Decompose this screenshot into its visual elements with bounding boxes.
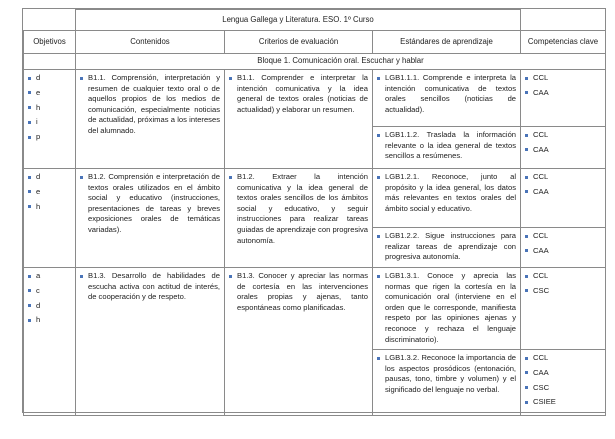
title-spacer	[24, 10, 76, 31]
estandar-text-list	[373, 268, 520, 348]
objetivo-item: h	[28, 202, 71, 213]
competencia-item: CCL	[525, 353, 601, 364]
estandar-text-list	[373, 70, 520, 118]
objetivo-item: a	[28, 271, 71, 282]
competencia-item: CAA	[525, 246, 601, 257]
column-headers	[24, 31, 606, 54]
contenido-cell	[76, 70, 225, 169]
curriculum-table	[23, 9, 606, 416]
contenido-text: B1.1. Comprensión, interpretación y resumen de cualquier texto oral o de aquellos propios de los medios de comunicación, especialmente noticias de actualidad, próximas a los intereses del alumnado.	[80, 73, 220, 137]
objetivos-cell	[24, 268, 76, 416]
estandar-cell	[373, 350, 521, 416]
estandar-cell	[373, 268, 521, 350]
col-header-contenidos: Contenidos	[76, 31, 225, 54]
estandar-cell	[373, 70, 521, 127]
criterio-text-list	[225, 268, 372, 316]
contenido-cell	[76, 169, 225, 268]
title-spacer-right	[521, 10, 606, 31]
objetivo-item: d	[28, 301, 71, 312]
contenido-text-list	[76, 268, 224, 306]
col-header-estandares: Estándares de aprendizaje	[373, 31, 521, 54]
objetivo-item: h	[28, 315, 71, 326]
competencia-item: CSIEE	[525, 397, 601, 408]
competencia-item-list	[521, 70, 605, 106]
competencias-cell	[521, 70, 606, 127]
estandar-cell	[373, 228, 521, 268]
estandar-text-list	[373, 350, 520, 398]
competencia-item: CSC	[525, 286, 601, 297]
objetivo-item: h	[28, 103, 71, 114]
competencia-item: CAA	[525, 88, 601, 99]
competencias-cell	[521, 228, 606, 268]
criterio-text-list	[225, 169, 372, 249]
criterio-cell	[225, 268, 373, 416]
estandar-text: LGB1.2.2. Sigue instrucciones para realizar tareas de aprendizaje con progresiva autonomía.	[377, 231, 516, 263]
criterio-text: B1.2. Extraer la intención comunicativa y la idea general de textos orales sencillos de los ámbitos social y educativo, y seguir instrucciones para realizar tareas guiadas de aprendizaje con progresiva autonomía.	[229, 172, 368, 246]
objetivo-item-list	[24, 70, 75, 150]
criterio-cell	[225, 70, 373, 169]
table-row	[24, 169, 606, 228]
competencias-cell	[521, 350, 606, 416]
objetivo-item: e	[28, 187, 71, 198]
table-row	[24, 268, 606, 350]
contenido-text-list	[76, 70, 224, 140]
col-header-criterios: Criterios de evaluación	[225, 31, 373, 54]
estandar-text-list	[373, 228, 520, 266]
competencia-item: CAA	[525, 187, 601, 198]
contenido-cell	[76, 268, 225, 416]
objetivos-cell	[24, 70, 76, 169]
competencia-item-list	[521, 169, 605, 205]
estandar-text: LGB1.1.1. Comprende e interpreta la intención comunicativa de textos orales sencillos (noticias de actualidad).	[377, 73, 516, 115]
estandar-text: LGB1.2.1. Reconoce, junto al propósito y la idea general, los datos más relevantes en textos orales del ámbito social y educativo.	[377, 172, 516, 214]
competencia-item-list	[521, 350, 605, 415]
objetivo-item: i	[28, 117, 71, 128]
competencias-cell	[521, 268, 606, 350]
criterio-cell	[225, 169, 373, 268]
table-title: Lengua Gallega y Literatura. ESO. 1º Curso	[76, 10, 521, 31]
objetivo-item: d	[28, 73, 71, 84]
objetivo-item: d	[28, 172, 71, 183]
competencia-item: CCL	[525, 172, 601, 183]
estandar-cell	[373, 127, 521, 169]
competencia-item-list	[521, 228, 605, 264]
objetivo-item: e	[28, 88, 71, 99]
contenido-text: B1.3. Desarrollo de habilidades de escucha activa con actitud de interés, de cooperación y de respeto.	[80, 271, 220, 303]
estandar-text: LGB1.3.2. Reconoce la importancia de los aspectos prosódicos (entonación, pausas, tono, timbre y volumen) y el significado del lenguaje no verbal.	[377, 353, 516, 395]
competencia-item-list	[521, 127, 605, 163]
competencias-cell	[521, 169, 606, 228]
competencia-item: CCL	[525, 231, 601, 242]
objetivos-cell	[24, 169, 76, 268]
objetivo-item: c	[28, 286, 71, 297]
competencia-item: CCL	[525, 271, 601, 282]
block-title: Bloque 1. Comunicación oral. Escuchar y hablar	[76, 54, 606, 70]
competencia-item: CAA	[525, 368, 601, 379]
col-header-objetivos: Objetivos	[24, 31, 76, 54]
competencia-item: CCL	[525, 130, 601, 141]
competencias-cell	[521, 127, 606, 169]
col-header-competencias: Competencias clave	[521, 31, 606, 54]
estandar-text: LGB1.1.2. Traslada la información relevante o la idea general de textos sencillos a resúmenes.	[377, 130, 516, 162]
competencia-item-list	[521, 268, 605, 304]
objetivo-item-list	[24, 268, 75, 333]
curriculum-page	[22, 8, 606, 413]
block-spacer	[24, 54, 76, 70]
table-row	[24, 70, 606, 127]
estandar-text-list	[373, 127, 520, 165]
competencia-item: CSC	[525, 383, 601, 394]
criterio-text-list	[225, 70, 372, 118]
objetivo-item: p	[28, 132, 71, 143]
estandar-cell	[373, 169, 521, 228]
estandar-text: LGB1.3.1. Conoce y aprecia las normas que rigen la cortesía en la comunicación oral (interviene en el orden que le corresponde, manifiesta respeto por las opiniones ajenas y reconoce y rechaza el lenguaje discriminatorio).	[377, 271, 516, 345]
criterio-text: B1.3. Conocer y apreciar las normas de cortesía en las intervenciones orales propias y ajenas, tanto espontáneas como planificadas.	[229, 271, 368, 313]
contenido-text: B1.2. Comprensión e interpretación de textos orales utilizados en el ámbito social y educativo (instrucciones, presentaciones de tareas y breves exposiciones orales de temáticas variadas).	[80, 172, 220, 236]
estandar-text-list	[373, 169, 520, 217]
objetivo-item-list	[24, 169, 75, 219]
contenido-text-list	[76, 169, 224, 239]
competencia-item: CAA	[525, 145, 601, 156]
competencia-item: CCL	[525, 73, 601, 84]
criterio-text: B1.1. Comprender e interpretar la intención comunicativa y la idea general de textos orales (noticias de actualidad) y elaborar un resumen.	[229, 73, 368, 115]
